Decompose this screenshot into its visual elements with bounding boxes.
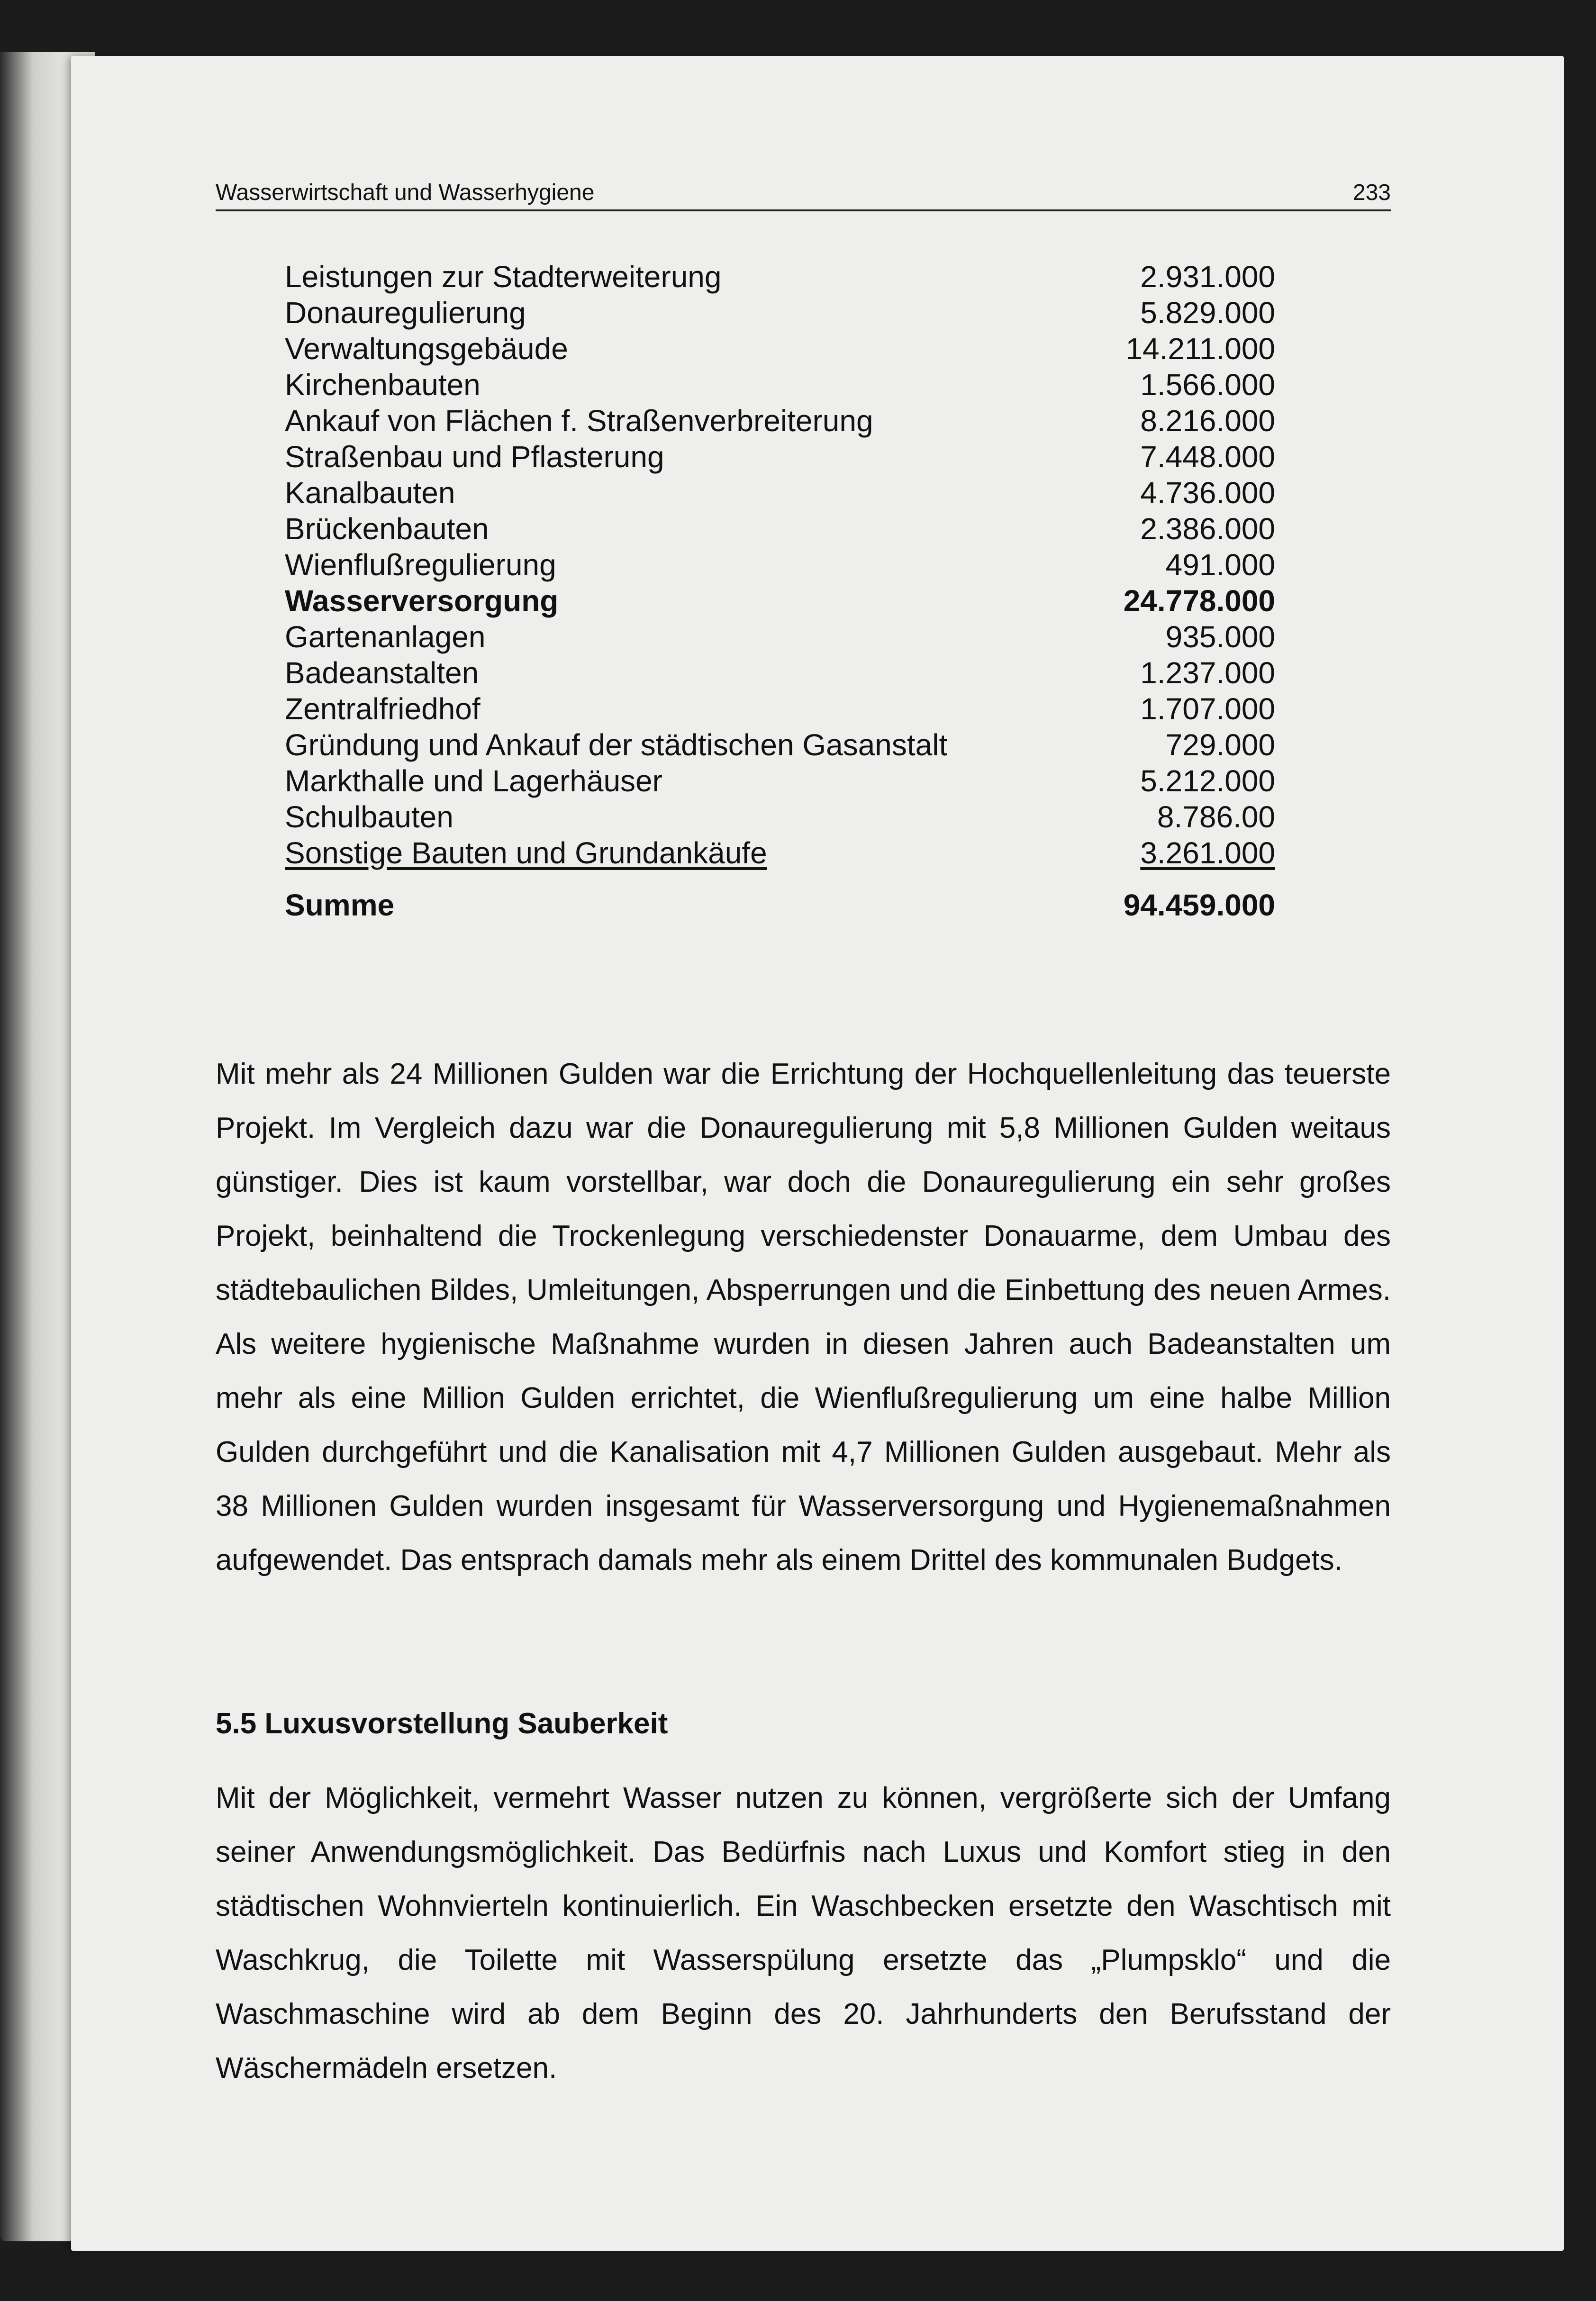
running-header [216,175,1391,211]
sum-label: Summe [285,888,395,922]
row-value: 5.212.000 [1140,764,1275,798]
row-label: Gartenanlagen [285,620,486,654]
row-value: 1.566.000 [1140,368,1275,402]
row-value: 2.386.000 [1140,512,1275,546]
row-label: Verwaltungsgebäude [285,332,568,366]
table-row [285,763,1275,799]
table-row [285,259,1275,295]
row-value: 4.736.000 [1140,476,1275,510]
table-row [285,619,1275,655]
table-row [285,439,1275,475]
table-row [285,475,1275,511]
row-value: 24.778.000 [1123,584,1275,618]
body-paragraph: Mit mehr als 24 Millionen Gulden war die Errichtung der Hochquellenleitung das teuerste Projekt. Im Vergleich dazu war die Donauregulierung mit 5,8 Millionen Gulden weitaus günstiger. Dies ist kaum vorstellbar, war doch die Donauregulierung ein sehr großes Projekt, beinhaltend die Trockenlegung verschiedenster Donauarme, dem Umbau des städtebaulichen Bildes, Umleitungen, Absperrungen und die Einbettung des neuen Armes. Als weitere hygienische Maßnahme wurden in diesen Jahren auch Badeanstalten um mehr als eine Million Gulden errichtet, die Wienflußregulierung um eine halbe Million Gulden durchgeführt und die Kanalisation mit 4,7 Millionen Gulden ausgebaut. Mehr als 38 Millionen Gulden wurden insgesamt für Wasserversorgung und Hygienemaßnahmen aufgewendet. Das entsprach damals mehr als einem Drittel des kommunalen Budgets. [216,1058,1391,1576]
row-label: Gründung und Ankauf der städtischen Gasanstalt [285,728,948,762]
table-row [285,547,1275,583]
row-value: 491.000 [1165,548,1275,582]
table-row [285,295,1275,331]
row-label: Wasserversorgung [285,584,559,618]
table-row [285,835,1275,871]
row-label: Leistungen zur Stadterweiterung [285,260,722,294]
row-value: 1.707.000 [1140,692,1275,726]
row-label: Kanalbauten [285,476,455,510]
row-value: 2.931.000 [1140,260,1275,294]
row-label: Brückenbauten [285,512,489,546]
row-label: Straßenbau und Pflasterung [285,440,664,474]
row-value: 8.786.00 [1157,800,1275,834]
table-sum-row [285,887,1275,923]
header-title: Wasserwirtschaft und Wasserhygiene [216,180,595,205]
row-label: Donauregulierung [285,296,526,330]
table-row-highlight [285,583,1275,619]
table-row [285,511,1275,547]
row-value: 935.000 [1165,620,1275,654]
row-value: 7.448.000 [1140,440,1275,474]
row-label: Badeanstalten [285,656,479,690]
table-row [285,691,1275,727]
row-label: Kirchenbauten [285,368,481,402]
sum-value: 94.459.000 [1123,888,1275,922]
row-value: 8.216.000 [1140,404,1275,438]
row-value: 1.237.000 [1140,656,1275,690]
page-number: 233 [1352,180,1391,205]
expenditure-table [285,259,1275,923]
section-heading: 5.5 Luxusvorstellung Sauberkeit [216,1707,668,1740]
document-page [71,56,1564,2251]
table-row [285,403,1275,439]
table-row [285,799,1275,835]
row-label: Sonstige Bauten und Grundankäufe [285,836,767,870]
row-value: 3.261.000 [1140,836,1275,870]
table-row [285,367,1275,403]
row-label: Markthalle und Lagerhäuser [285,764,662,798]
table-row [285,727,1275,763]
row-value: 729.000 [1165,728,1275,762]
body-paragraph: Mit der Möglichkeit, vermehrt Wasser nutzen zu können, vergrößerte sich der Umfang seiner Anwendungsmöglichkeit. Das Bedürfnis nach Luxus und Komfort stieg in den städtischen Wohnvierteln kontinuierlich. Ein Waschbecken ersetzte den Waschtisch mit Waschkrug, die Toilette mit Wasserspülung ersetzte das „Plumpsklo“ und die Waschmaschine wird ab dem Beginn des 20. Jahrhunderts den Berufsstand der Wäschermädeln ersetzen. [216,1782,1391,2084]
row-label: Zentralfriedhof [285,692,481,726]
row-label: Ankauf von Flächen f. Straßenverbreiterung [285,404,873,438]
row-value: 14.211.000 [1125,332,1275,366]
row-label: Schulbauten [285,800,453,834]
row-value: 5.829.000 [1140,296,1275,330]
table-row [285,331,1275,367]
row-label: Wienflußregulierung [285,548,556,582]
table-row [285,655,1275,691]
